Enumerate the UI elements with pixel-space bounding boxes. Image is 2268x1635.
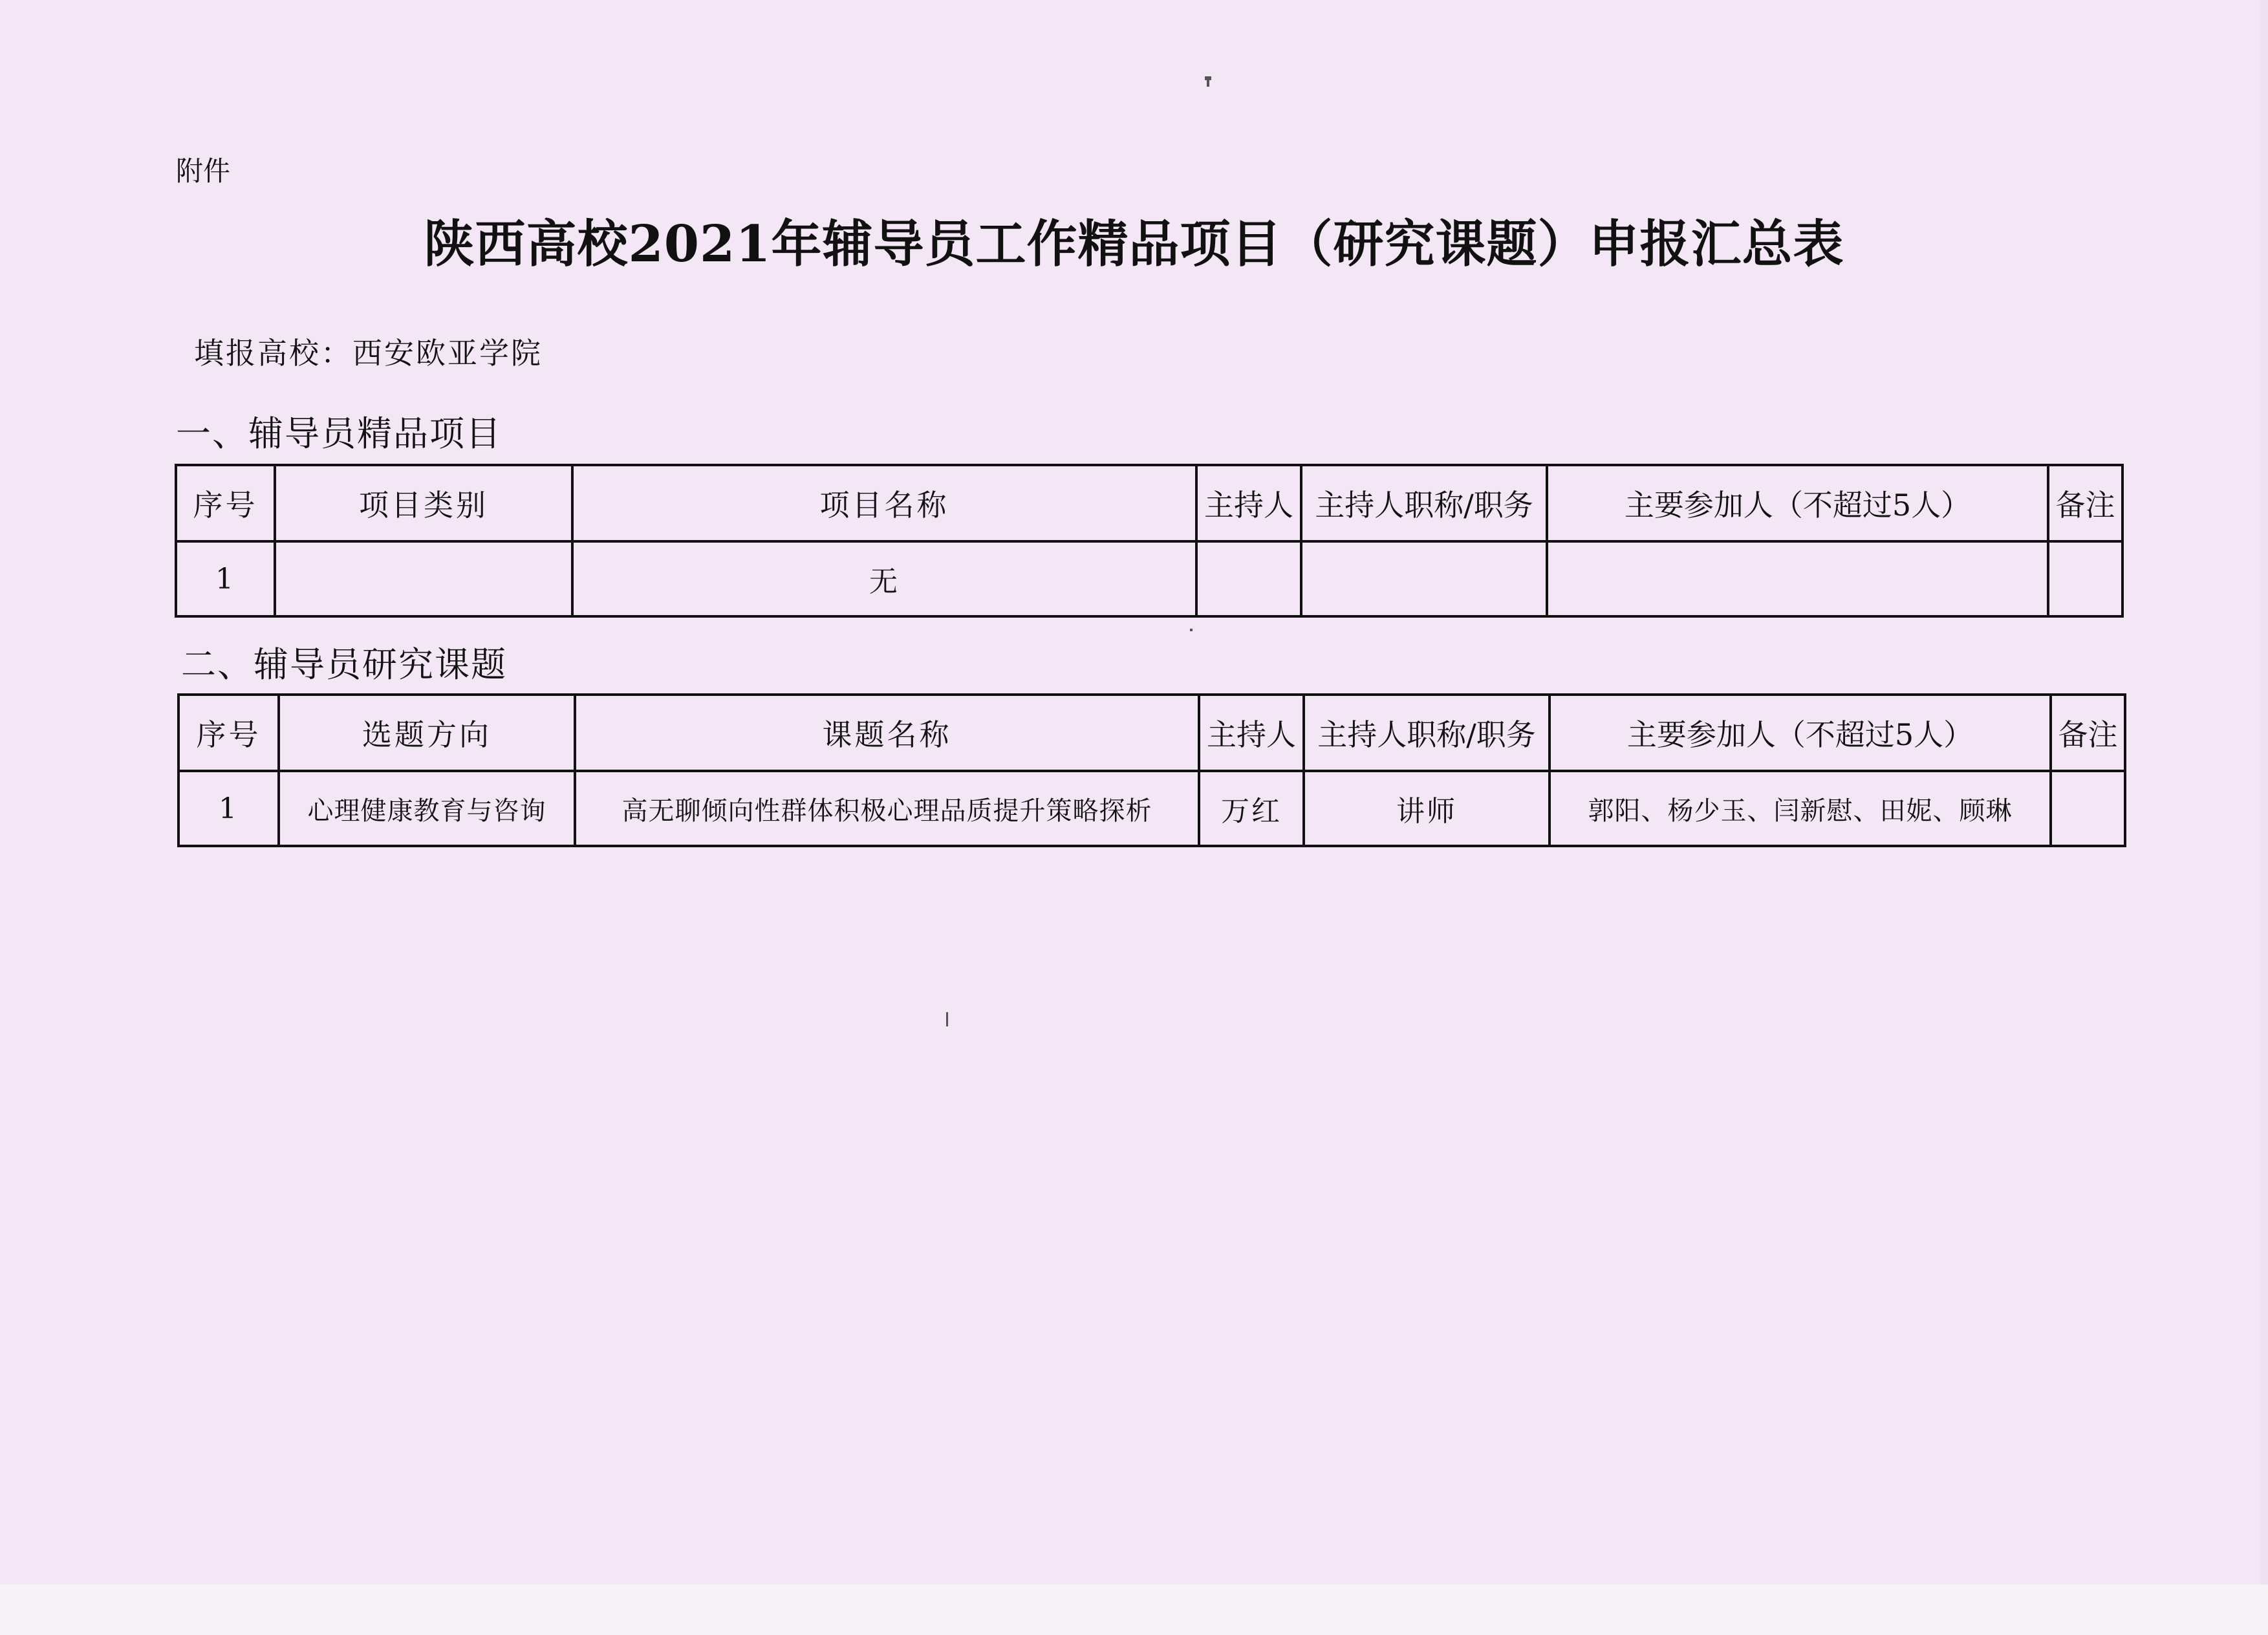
table-row xyxy=(176,541,2122,616)
column-header-host: 主持人 xyxy=(1199,695,1304,771)
cell-topic-name: 高无聊倾向性群体积极心理品质提升策略探析 xyxy=(575,771,1199,846)
cell-index: 1 xyxy=(178,771,279,846)
scan-margin-bottom xyxy=(0,1585,2268,1635)
cell-host-title: 讲师 xyxy=(1304,771,1550,846)
column-header-remarks: 备注 xyxy=(2051,695,2125,771)
scan-speck xyxy=(946,1012,948,1026)
school-name: 西安欧亚学院 xyxy=(352,336,543,371)
cell-category xyxy=(275,541,572,616)
table-header-row xyxy=(176,465,2122,541)
column-header-host: 主持人 xyxy=(1196,465,1301,541)
cell-remarks xyxy=(2048,541,2122,616)
attachment-label: 附件 xyxy=(176,155,231,187)
column-header-direction: 选题方向 xyxy=(279,695,575,771)
column-header-index: 序号 xyxy=(176,465,275,541)
table-row xyxy=(178,771,2125,846)
column-header-host-title: 主持人职称/职务 xyxy=(1301,465,1547,541)
column-header-participants: 主要参加人（不超过5人） xyxy=(1547,465,2048,541)
cell-project-name: 无 xyxy=(572,541,1196,616)
column-header-index: 序号 xyxy=(178,695,279,771)
cell-index: 1 xyxy=(176,541,275,616)
scan-speck xyxy=(1190,629,1193,631)
scan-speck xyxy=(1207,79,1209,87)
column-header-project-name: 项目名称 xyxy=(572,465,1196,541)
cell-participants: 郭阳、杨少玉、闫新慰、田妮、顾琳 xyxy=(1550,771,2051,846)
cell-direction: 心理健康教育与咨询 xyxy=(279,771,575,846)
section2-heading: 二、辅导员研究课题 xyxy=(181,644,507,685)
cell-participants xyxy=(1547,541,2048,616)
section1-heading: 一、辅导员精品项目 xyxy=(176,413,502,454)
column-header-host-title: 主持人职称/职务 xyxy=(1304,695,1550,771)
table-header-row xyxy=(178,695,2125,771)
section1-table xyxy=(175,464,2124,618)
column-header-topic-name: 课题名称 xyxy=(575,695,1199,771)
cell-host-title xyxy=(1301,541,1547,616)
cell-host: 万红 xyxy=(1199,771,1304,846)
section2-table xyxy=(177,693,2126,847)
page-title: 陕西高校2021年辅导员工作精品项目（研究课题）申报汇总表 xyxy=(424,215,1844,274)
cell-remarks xyxy=(2051,771,2125,846)
column-header-participants: 主要参加人（不超过5人） xyxy=(1550,695,2051,771)
column-header-category: 项目类别 xyxy=(275,465,572,541)
school-line xyxy=(194,330,543,373)
column-header-remarks: 备注 xyxy=(2048,465,2122,541)
cell-host xyxy=(1196,541,1301,616)
school-label: 填报高校： xyxy=(194,336,352,371)
